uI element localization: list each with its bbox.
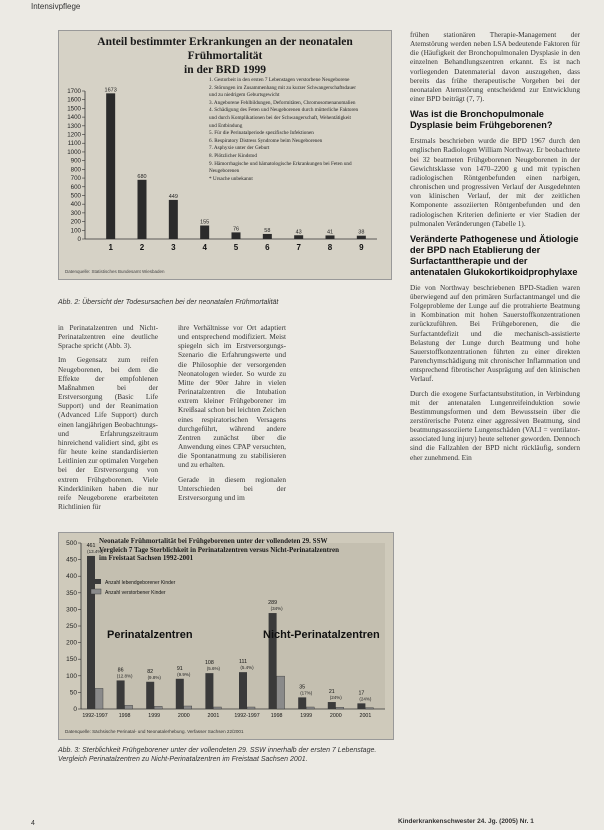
bar-dead [365,708,373,709]
figure-1-legend [209,77,387,183]
y-tick-label: 500 [70,192,81,200]
bar-dead [336,707,344,709]
column-right [410,30,580,467]
section-heading: Was ist die Bronchopulmonale Dysplasie beim Frühgeborenen? [410,109,553,131]
percent-label: (5.4%) [240,665,254,671]
data-label: 1673 [104,87,117,94]
y-tick-label: 1500 [67,105,81,113]
bar [169,200,178,239]
figure-1-title [59,35,391,77]
bar [106,93,115,239]
x-tick-label: 1992-1997 [82,713,108,719]
figure-1-source: Datenquelle: Statistisches Bundesamt Wiesbaden [65,269,165,274]
paragraph: Im Gegensatz zum reifen Neugeborenen, bei dem die Effekte der empfohlenen Maßnahmen bei der Erstversorgung (Basic Life Support) und der Reanimation (Advanced Life Support) durch einen langjährigen Beobachtungs- und Erfahrungszeitraum hinreichend validiert sind, gibt es für heute keine standardisierten Leitlinien zur optimalen Vorgehen bei der Erstversorgung von extrem Frühgeborenen. Viele Kinderkliniken haben die nur reife Neugeborene erarbeiteten Richtlinien für [58,355,158,511]
percent-label: (9.9%) [177,671,191,677]
x-tick-label: 2 [139,243,145,252]
x-tick-label: 3 [171,243,176,252]
x-tick-label: 1999 [300,713,313,719]
running-head: Intensivpflege [31,2,81,11]
y-tick-label: 350 [66,589,77,597]
bar [357,236,366,239]
percent-label: (9.8%) [147,674,161,680]
x-tick-label: 1998 [270,713,283,719]
paragraph: Gerade in diesem regionalen Unterschieden bei der Erstversorgung und im [178,474,286,502]
data-label: 461 [86,542,96,549]
bar-dead [154,706,162,709]
y-tick-label: 0 [73,706,77,713]
x-tick-label: 7 [296,243,301,252]
legend-label-live: Anzahl lebendgeborener Kinder [105,580,176,586]
x-tick-label: 6 [265,243,270,252]
y-tick-label: 200 [70,218,81,226]
bar [138,180,147,239]
data-label: 41 [326,229,334,236]
x-tick-label: 8 [327,243,333,252]
data-label: 35 [299,684,306,691]
figure-2-title: Neonatale Frühmortalität bei Frühgeborenen unter der vollendeten 29. SSW Vergleich 7 Tage Sterblichkeit in Perinatalzentren versus Nicht-Perinatalzentren im Freistaat Sachsen 1992-2001 [99,537,339,563]
percent-label: (5.6%) [206,666,221,672]
y-tick-label: 150 [66,656,77,664]
y-tick-label: 300 [66,606,77,614]
y-tick-label: 300 [70,209,81,217]
x-tick-label: 1998 [118,713,131,719]
column-middle [178,323,286,507]
bar [294,235,303,239]
bar-live [357,703,365,709]
x-tick-label: 4 [202,243,207,252]
data-label: 82 [147,668,154,675]
bar [263,234,272,239]
y-tick-label: 400 [70,201,81,209]
legend-item: 1. Gestorbeit in den ersten 7 Lebenstagen verstorbene Neugeborene [209,77,350,83]
y-tick-label: 1600 [67,96,81,104]
legend-item: 9. Hämorrhagische und hämatologische Erkrankungen bei Feten und [209,160,352,167]
y-tick-label: 100 [70,227,81,235]
figure-2-source: Datenquelle: Sächsische Perinatal- und Neonatalerhebung. Verfasser Sachsen 22/2001 [65,729,244,734]
y-tick-label: 100 [66,672,77,680]
paragraph: in Perinatalzentren und Nicht-Perinatalzentren eine deutliche Sprache spricht (Abb. 3). [58,323,158,351]
chart-2 [59,533,393,739]
plot-area [81,543,385,709]
data-label: 289 [268,600,278,607]
legend-item: * Ursache unbekannt [209,175,253,182]
section-heading: Veränderte Pathogenese und Ätiologie der BPD nach Etablierung der Surfactanttherapie und der antenatalen Glukokortikoidprophylaxe [410,233,579,277]
legend-item: 3. Angeborene Fehlbildungen, Deformitäten, Chromosomenanomalien [209,99,356,106]
column-left [58,323,158,516]
legend-item: 6. Respiratory Distress Syndrome beim Neugeborenen [209,137,323,144]
journal-footer: Kinderkrankenschwester 24. Jg. (2005) Nr. 1 [398,818,534,825]
data-label: 449 [168,193,178,200]
y-tick-label: 450 [66,556,77,564]
legend-item: und durch Komplikationen bei der Schwangerschaft, Wehentätigkeit [209,114,351,121]
bar-live [205,673,213,709]
percent-label: (24%) [359,696,372,702]
data-label: 58 [264,227,271,234]
paragraph: Durch die exogene Surfactantsubstitution, in Verbindung mit der antenatalen Lungenreifeinduktion sowie Bestimmungsformen und dem Bewusstsein über die zerstörerische Potenz einer aggressiven Beatmung, sind beatmungsassoziierte Lungenschäden (VALI = ventilator-associated lung injury) heute seltener geworden. Dennoch sind die Fallzahlen der BPD nicht rückläufig, sondern eher zunehmend. Ein [410,388,580,462]
data-label: 86 [117,667,124,674]
data-label: 38 [358,229,365,236]
data-label: 91 [176,665,183,672]
paragraph: ihre Verhältnisse vor Ort adaptiert und entsprechend modifiziert. Meist spiegeln sich im Erstversorgungs-Szenario die Erfahrungswerte und die Philosophie der versorgenden Neonatologen wieder. So wurde zu Mitte der 90er Jahre in vielen Perinatalzentren die Intubation extrem kleiner Frühgeborener im Kreißsaal schon bei leichten Zeichen eines respiratorischen Versagens durchgeführt, während andere Zentren zunächst über die Anwendung eines CPAP versuchten, die Spontanatmung zu stabilisieren und zu erhalten. [178,323,286,470]
x-tick-label: 2001 [207,713,220,719]
figure-1-title-line-2: in der BRD 1999 [184,64,266,76]
y-tick-label: 800 [70,166,81,174]
page-number: 4 [31,820,35,827]
legend-swatch-dead [91,589,101,594]
group-label-perinatal: Perinatalzentren [107,629,193,641]
data-label: 108 [204,660,214,667]
y-tick-label: 700 [70,175,81,183]
x-tick-label: 2001 [359,713,372,719]
bar-live [176,679,184,709]
bar-dead [277,676,285,709]
y-tick-label: 1400 [67,114,81,122]
bar-live [117,680,125,709]
legend-item: 2. Störungen im Zusammenhang mit zu kurzer Schwangerschaftsdauer [209,84,356,91]
bar-dead [95,688,103,709]
data-label: 155 [200,219,210,226]
x-tick-label: 9 [359,243,364,252]
legend-item: 5. Für die Perinatalperiode spezifische Infektionen [209,130,314,137]
data-label: 17 [358,690,365,697]
y-tick-label: 1200 [67,131,81,139]
y-tick-label: 900 [70,157,81,165]
y-tick-label: 0 [77,236,81,243]
legend-item: und Entbindung [209,122,243,129]
legend-item: und zu niedrigem Geburtsgewicht [209,92,280,99]
legend-item: 4. Schädigung des Feten und Neugeborenen durch mütterliche Faktoren [209,107,359,114]
y-tick-label: 1000 [67,148,81,156]
y-tick-label: 50 [69,689,77,697]
x-tick-label: 5 [233,243,239,252]
data-label: 43 [295,229,302,236]
bar [326,235,335,239]
bar-live [269,613,277,709]
bar-live [87,556,95,709]
legend-item: 7. Asphyxie unter der Geburt [209,145,270,152]
bar [200,226,209,239]
bar-dead [184,706,192,709]
percent-label: (34%) [270,606,283,612]
figure-1 [58,30,392,280]
y-tick-label: 1300 [67,122,81,130]
percent-label: (13.4%) [87,548,103,554]
figure-1-title-line-1: Anteil bestimmter Erkrankungen an der neonatalen Frühmortalität [97,36,353,62]
bar-dead [247,707,255,709]
x-tick-label: 1999 [148,713,161,719]
paragraph: frühen stationären Therapie-Management der Atemstörung werden neben LSA bedeutende Faktoren für die (Häufigkeit der Bronchopulmonalen Dysplasie in den einzelnen Behandlungszentren erkannt. Es ist nach vorliegenden Datenmaterial davon auszugehen, dass bereits das frühe therapeutische Vorgehen bei der neonatalen Atemstörung entscheidend zur Entwicklung einer BPD beiträgt (7, 7). [410,30,580,104]
x-tick-label: 1992-1997 [234,713,260,719]
y-tick-label: 1700 [67,88,81,95]
bar-dead [306,707,314,709]
bar [232,232,241,239]
y-tick-label: 500 [66,540,77,547]
bar-dead [213,707,221,709]
x-tick-label: 2000 [177,713,190,719]
legend-item: 8. Plötzlicher Kindstod [209,152,257,159]
bar-live [146,682,154,709]
group-label-non-perinatal: Nicht-Perinatalzentren [263,629,380,641]
legend-label-dead: Anzahl verstorbener Kinder [105,590,166,596]
y-tick-label: 200 [66,639,77,647]
bar-dead [125,705,133,709]
bar-live [298,697,306,709]
percent-label: (24%) [329,695,342,701]
legend-swatch-live [91,579,101,584]
figure-2-caption: Abb. 3: Sterblichkeit Frühgeborener unter der vollendeten 29. SSW innerhalb der ersten 7 Lebenstage. Vergleich Perinatalzentren zu Nicht-Perinatalzentren im Freistaat Sachsen 2001. [58,747,377,763]
legend-item: Neugeborenen [209,168,240,175]
paragraph: Erstmals beschrieben wurde die BPD 1967 durch den englischen Radiologen William Northway. Er beobachtete bei 32 beatmeten Frühgeborenen Neugeborenen in der Gewichtsklasse von 1470–2200 g und mit typischen radiologischen Röntgenbefunden einen narbigen, chronischen und progressiven Verlauf der Ausgedehnten von klinischen Verlauf, der mit der zeitlichen Komponente assoziierten Röntgenbefunden und den radiologischen Kriterien definierte er vier Stadien der pulmonalen Veränderungen (Tabelle 1). [410,136,580,228]
percent-label: (12.8%) [116,673,133,679]
y-tick-label: 1100 [67,140,81,148]
data-label: 76 [232,226,240,233]
y-tick-label: 400 [66,573,77,581]
data-label: 680 [137,173,147,180]
y-tick-label: 600 [70,183,81,191]
figure-2 [58,532,394,740]
figure-1-caption: Abb. 2: Übersicht der Todesursachen bei der neonatalen Frühmortalität [58,299,279,306]
bar-live [239,672,247,709]
data-label: 111 [238,659,248,666]
bar-live [328,702,336,709]
y-tick-label: 250 [66,623,77,630]
data-label: 21 [328,689,335,696]
paragraph: Die von Northway beschriebenen BPD-Stadien waren überwiegend auf den primären Surfactantmangel und die Folgeprobleme der Lunge auf die protrahierte Beatmung in Kombination mit hohen Sauerstoffkonzentrationen zurückzuführen. Bei Frühgeborenen, die die Surfactantdefizit und die mechanisch-assistierte Belastung der Lunge durch Beatmung und hohe Sauerstoffkonzentrationen führten zu einer direkten Parenchymschädigung mit chronischer Inflammation und entsprechend fibrotischer Ausprägung auf den klinischen Verlauf. [410,282,580,384]
x-tick-label: 1 [108,243,113,252]
x-tick-label: 2000 [329,713,342,719]
percent-label: (17%) [300,690,313,696]
